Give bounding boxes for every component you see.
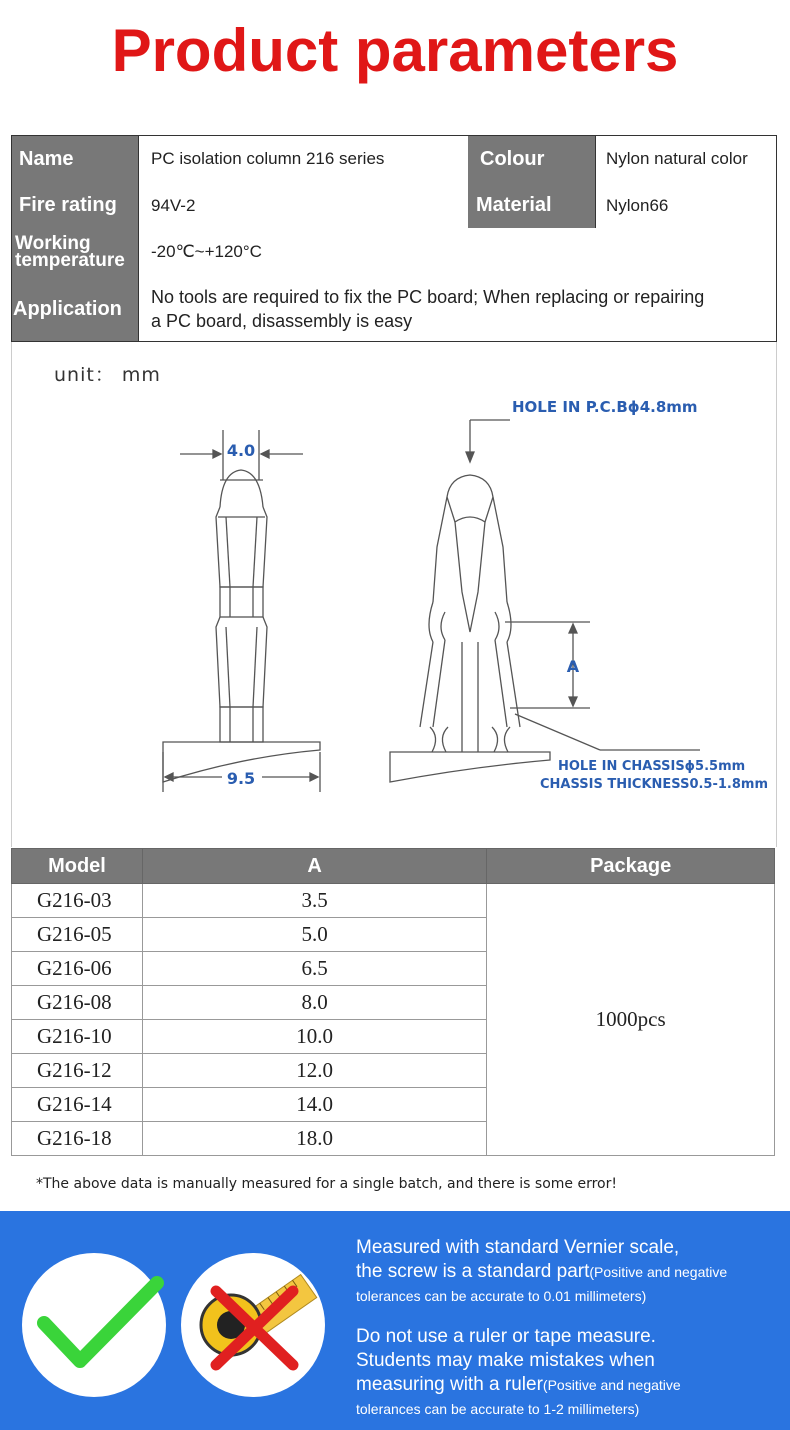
- a-cell: 12.0: [142, 1054, 486, 1088]
- check-icon: [22, 1253, 166, 1397]
- model-table-header: [12, 849, 775, 884]
- a-cell: 18.0: [142, 1122, 486, 1156]
- model-cell: G216-10: [12, 1020, 143, 1054]
- a-cell: 3.5: [142, 884, 486, 918]
- model-cell: G216-14: [12, 1088, 143, 1122]
- header-model: Model: [12, 849, 143, 884]
- ruler-small2: tolerances can be accurate to 1-2 millimeters): [356, 1401, 640, 1417]
- dim-top-label: 4.0: [226, 441, 256, 460]
- a-cell: 8.0: [142, 986, 486, 1020]
- hole-chassis-label: HOLE IN CHASSISϕ5.5mm: [558, 759, 746, 774]
- section-view-drawing: [390, 420, 700, 782]
- a-cell: 14.0: [142, 1088, 486, 1122]
- working-temperature-label: [11, 228, 138, 276]
- vernier-small1: (Positive and negative: [589, 1264, 728, 1280]
- measurement-note: *The above data is manually measured for a single batch, and there is some error!: [36, 1176, 617, 1192]
- model-cell: G216-06: [12, 952, 143, 986]
- a-cell: 10.0: [142, 1020, 486, 1054]
- ruler-line3: measuring with a ruler: [356, 1374, 543, 1395]
- ruler-line2: Students may make mistakes when: [356, 1350, 655, 1371]
- working-label-line2: temperature: [15, 250, 125, 271]
- param-row-application: [11, 276, 777, 342]
- hole-pcb-label: HOLE IN P.C.Bϕ4.8mm: [512, 398, 698, 416]
- vernier-text: [356, 1236, 786, 1308]
- application-line2: a PC board, disassembly is easy: [151, 311, 413, 331]
- working-label-line1: Working: [15, 233, 91, 254]
- name-value: PC isolation column 216 series: [138, 135, 468, 183]
- package-cell: 1000pcs: [487, 884, 775, 1156]
- colour-label: Colour: [468, 135, 595, 183]
- header-a: A: [142, 849, 486, 884]
- table-row: [12, 884, 775, 918]
- model-table: [11, 848, 775, 1156]
- application-line1: No tools are required to fix the PC board; When replacing or repairing: [151, 287, 705, 307]
- unit-label: unit： mm: [54, 364, 161, 386]
- dim-a-label: A: [566, 657, 580, 676]
- fire-rating-label: Fire rating: [11, 183, 138, 228]
- vernier-line2: the screw is a standard part: [356, 1261, 590, 1282]
- vernier-small2: tolerances can be accurate to 0.01 millimeters): [356, 1288, 647, 1304]
- dim-bottom-label: 9.5: [226, 769, 256, 788]
- a-cell: 5.0: [142, 918, 486, 952]
- material-label: Material: [468, 183, 595, 228]
- spacer-technical-drawing: [0, 342, 790, 847]
- param-row-fire: [11, 183, 777, 229]
- vernier-line1: Measured with standard Vernier scale,: [356, 1237, 680, 1258]
- model-cell: G216-12: [12, 1054, 143, 1088]
- cross-circle: [181, 1253, 325, 1397]
- param-row-name: [11, 135, 777, 184]
- working-temperature-value: -20℃~+120°C: [138, 228, 777, 276]
- colour-value: Nylon natural color: [595, 135, 777, 183]
- model-cell: G216-08: [12, 986, 143, 1020]
- a-cell: 6.5: [142, 952, 486, 986]
- page-title: Product parameters: [111, 17, 679, 84]
- ruler-warning-text: [356, 1325, 786, 1421]
- chassis-thickness-label: CHASSIS THICKNESS0.5-1.8mm: [540, 777, 768, 792]
- application-value: [138, 276, 777, 342]
- ruler-small1: (Positive and negative: [542, 1377, 681, 1393]
- name-label: Name: [11, 135, 138, 183]
- application-label: Application: [11, 276, 138, 342]
- model-cell: G216-03: [12, 884, 143, 918]
- ruler-line1: Do not use a ruler or tape measure.: [356, 1326, 656, 1347]
- model-cell: G216-18: [12, 1122, 143, 1156]
- side-view-drawing: [163, 430, 320, 792]
- header-package: Package: [487, 849, 775, 884]
- param-row-working: [11, 228, 777, 277]
- material-value: Nylon66: [595, 183, 777, 228]
- fire-rating-value: 94V-2: [138, 183, 468, 228]
- check-circle: [22, 1253, 166, 1397]
- model-cell: G216-05: [12, 918, 143, 952]
- tape-measure-cross-icon: [181, 1253, 325, 1397]
